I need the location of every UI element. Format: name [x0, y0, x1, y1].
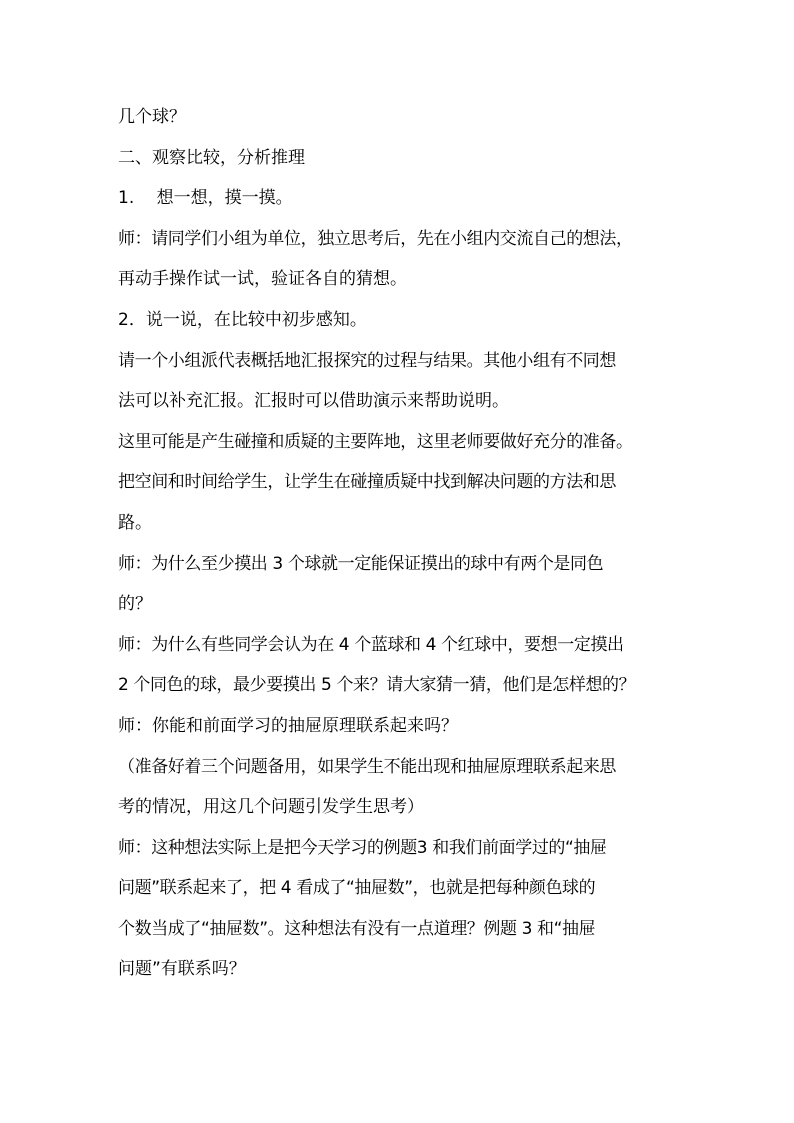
text-line: 师：请同学们小组为单位，独立思考后，先在小组内交流自己的想法， — [118, 228, 633, 249]
text-line: 把空间和时间给学生，让学生在碰撞质疑中找到解决问题的方法和思 — [118, 472, 616, 493]
text-line: 几个球？ — [118, 107, 186, 127]
text-line: 再动手操作试一试，验证各自的猜想。 — [118, 269, 407, 290]
text-line: 路。 — [118, 512, 152, 533]
step-heading: 2．说一说，在比较中初步感知。 — [118, 309, 367, 330]
text-line: 法可以补充汇报。汇报时可以借助演示来帮助说明。 — [118, 391, 509, 412]
step-heading: 1. 想一想，摸一摸。 — [118, 188, 293, 209]
text-line: 问题”有联系吗？ — [118, 959, 246, 980]
text-line: 请一个小组派代表概括地汇报探究的过程与结果。其他小组有不同想 — [118, 350, 616, 371]
document-body — [118, 102, 678, 995]
text-line: 师：为什么有些同学会认为在 4 个蓝球和 4 个红球中，要想一定摸出 — [118, 634, 624, 655]
text-line: 师：为什么至少摸出 3 个球就一定能保证摸出的球中有两个是同色 — [118, 553, 604, 574]
text-line: 的？ — [118, 594, 152, 615]
text-line: 2 个同色的球，最少要摸出 5 个来？请大家猜一猜，他们是怎样想的？ — [118, 675, 636, 696]
text-line: 师：你能和前面学习的抽屉原理联系起来吗？ — [118, 715, 458, 736]
text-line: （准备好着三个问题备用，如果学生不能出现和抽屉原理联系起来思 — [118, 756, 616, 777]
section-heading: 二、观察比较，分析推理 — [118, 147, 305, 168]
text-line: 师：这种想法实际上是把今天学习的例题3 和我们前面学过的“抽屉 — [118, 837, 607, 858]
text-line: 这里可能是产生碰撞和质疑的主要阵地，这里老师要做好充分的准备。 — [118, 431, 633, 452]
text-line: 考的情况，用这几个问题引发学生思考） — [118, 797, 424, 818]
text-line: 个数当成了“抽屉数”。这种想法有没有一点道理？例题 3 和“抽屉 — [118, 918, 596, 939]
text-line: 问题”联系起来了，把 4 看成了“抽屉数”，也就是把每种颜色球的 — [118, 878, 596, 899]
